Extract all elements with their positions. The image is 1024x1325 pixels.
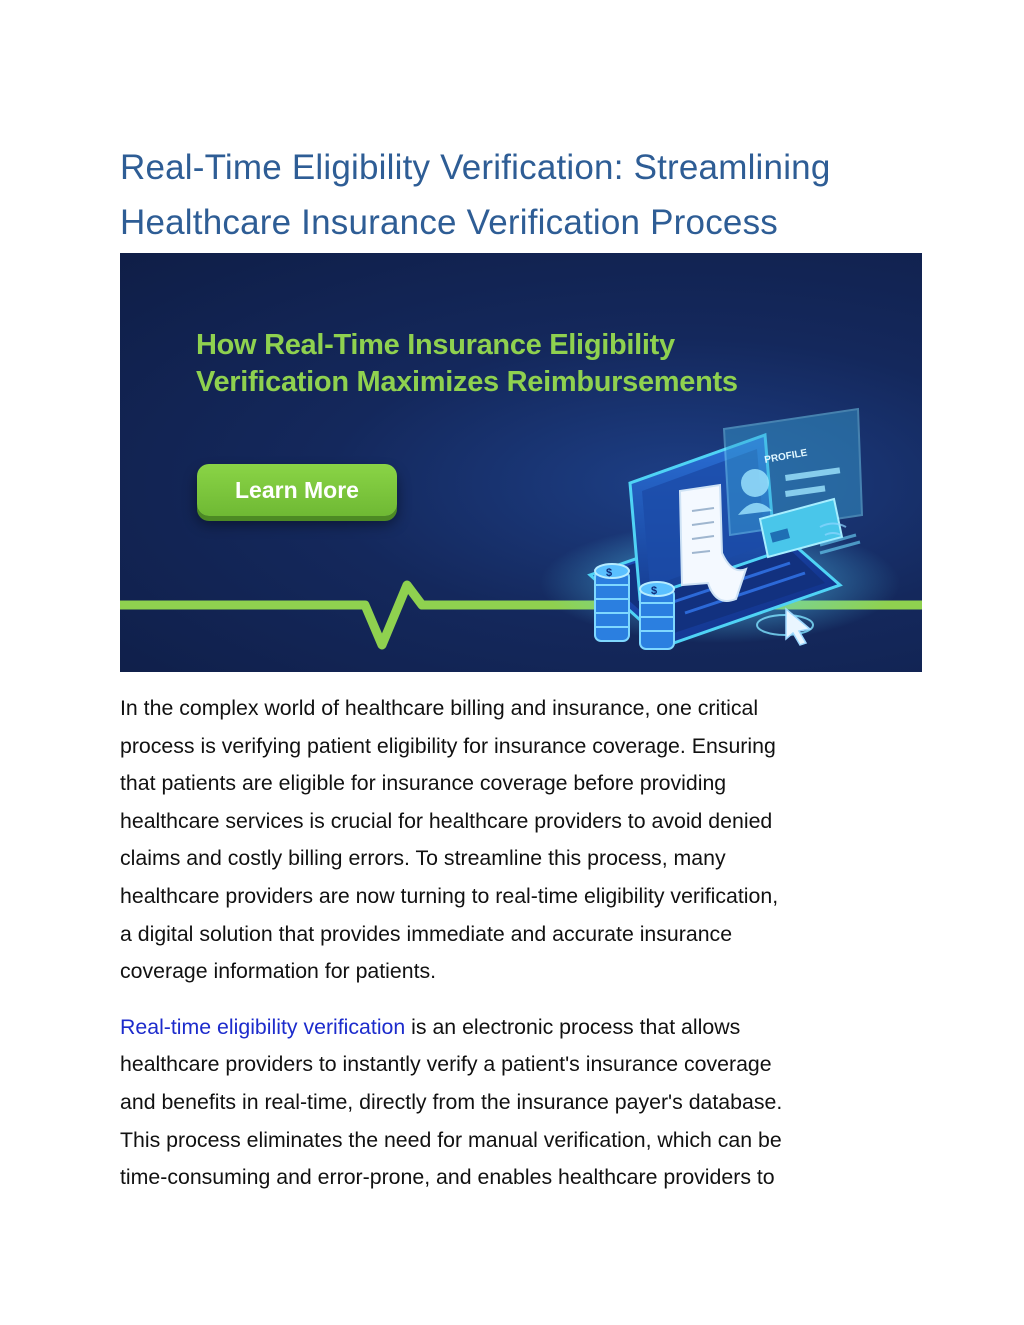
banner-illustration (120, 253, 922, 672)
coin-stack-icon (640, 582, 674, 649)
svg-text:$: $ (606, 567, 613, 579)
text-line: claims and costly billing errors. To streamline this process, many (120, 846, 726, 871)
text-line: process is verifying patient eligibility for insurance coverage. Ensuring (120, 733, 776, 758)
banner-heading-line-1: How Real-Time Insurance Eligibility (196, 329, 675, 361)
text-line: This process eliminates the need for manual verification, which can be (120, 1127, 782, 1152)
paragraph-definition (120, 1009, 920, 1197)
title-line-2: Healthcare Insurance Verification Process (120, 203, 778, 242)
promo-banner[interactable] (120, 253, 922, 672)
page-title (120, 140, 920, 250)
banner-heading (196, 327, 896, 401)
real-time-eligibility-link[interactable]: Real-time eligibility verification (120, 1014, 406, 1039)
text-line (120, 1009, 920, 1047)
profile-label: PROFILE (763, 447, 809, 466)
svg-text:$: $ (651, 585, 658, 597)
text-line: healthcare services is crucial for healthcare providers to avoid denied (120, 808, 773, 833)
learn-more-button[interactable]: Learn More (197, 464, 397, 516)
article-body (120, 690, 920, 1215)
link-line-rest: is an electronic process that allows (405, 1014, 741, 1039)
text-line: coverage information for patients. (120, 959, 437, 984)
text-line: that patients are eligible for insurance coverage before providing (120, 771, 727, 796)
text-line: healthcare providers are now turning to real-time eligibility verification, (120, 883, 779, 908)
text-line: healthcare providers to instantly verify a patient's insurance coverage (120, 1052, 772, 1077)
text-line: In the complex world of healthcare billing and insurance, one critical (120, 696, 759, 720)
text-line: a digital solution that provides immediate and accurate insurance (120, 921, 733, 946)
text-line: and benefits in real-time, directly from the insurance payer's database. (120, 1089, 783, 1114)
coin-stack-icon (595, 564, 629, 641)
paragraph-intro (120, 690, 920, 991)
text-line: time-consuming and error-prone, and enables healthcare providers to (120, 1165, 775, 1190)
banner-heading-line-2: Verification Maximizes Reimbursements (196, 366, 738, 398)
title-line-1: Real-Time Eligibility Verification: Streamlining (120, 148, 831, 187)
